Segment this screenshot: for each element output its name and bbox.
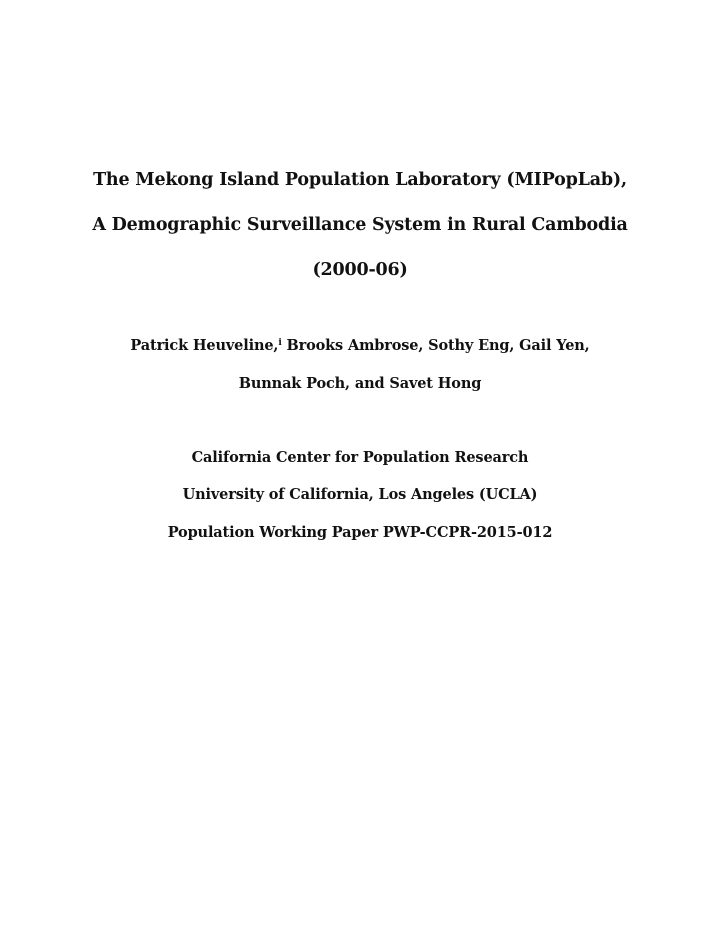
footnote-marker[interactable]: i (278, 338, 282, 348)
affiliation-university: University of California, Los Angeles (UCLA) (182, 486, 538, 503)
authors-rest: Brooks Ambrose, Sothy Eng, Gail Yen, (281, 337, 590, 354)
title-line-3: (2000-06) (312, 260, 408, 280)
working-paper-id: Population Working Paper PWP-CCPR-2015-012 (167, 524, 553, 541)
title-line-1: The Mekong Island Population Laboratory (MIPopLab), (93, 170, 627, 190)
authors-line-2: Bunnak Poch, and Savet Hong (238, 375, 482, 392)
affiliation-center: California Center for Population Research (191, 449, 529, 466)
authors-line-1 (0, 339, 720, 354)
title-line-2: A Demographic Surveillance System in Rural Cambodia (92, 215, 628, 235)
author-first: Patrick Heuveline, (130, 337, 279, 354)
